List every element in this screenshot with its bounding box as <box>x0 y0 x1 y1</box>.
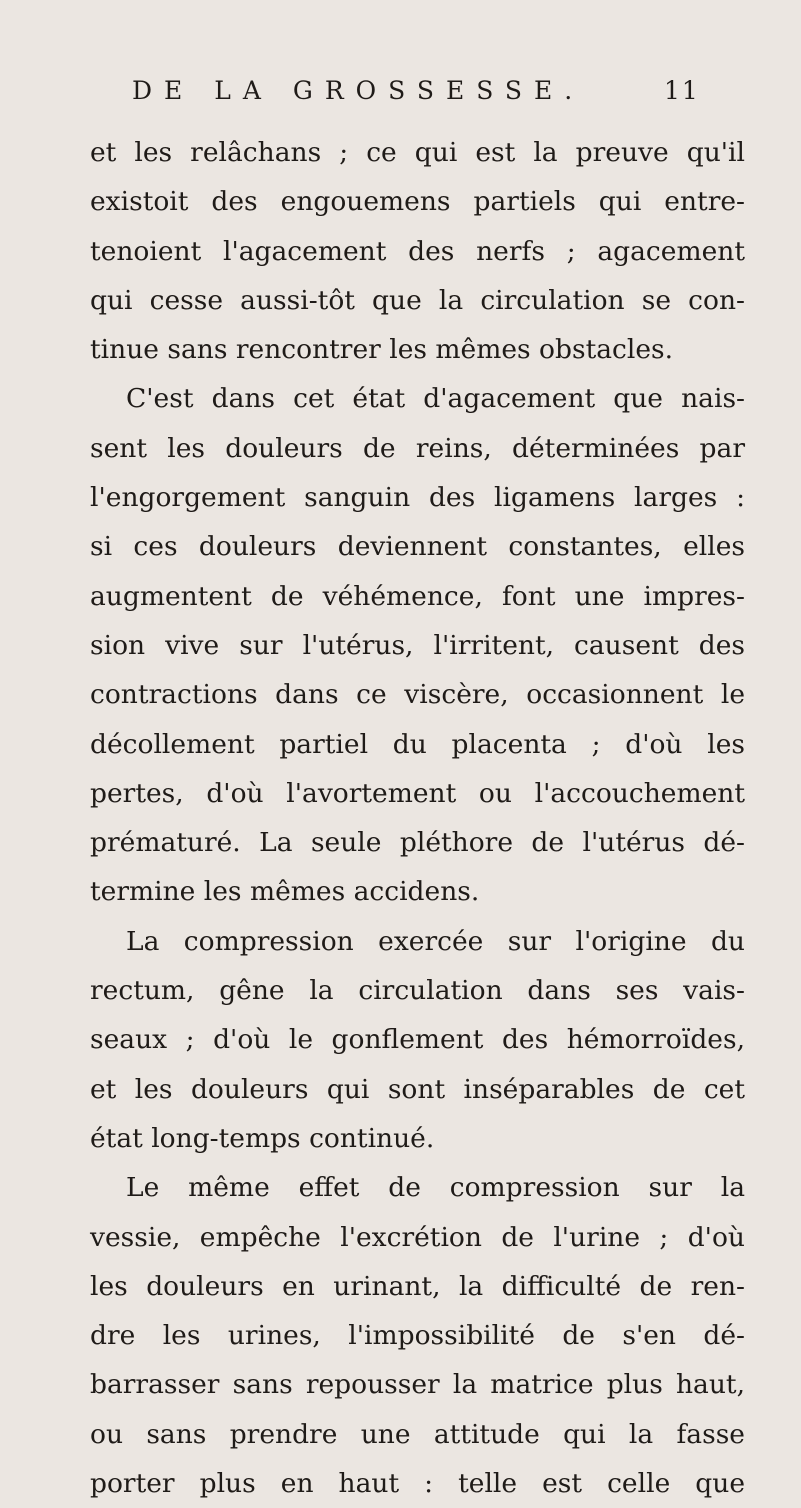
text-line: sion vive sur l'utérus, l'irritent, causent des <box>90 629 745 661</box>
text-line: tinue sans rencontrer les mêmes obstacles. <box>90 334 674 366</box>
running-title: DE LA GROSSESSE. <box>132 76 585 105</box>
text-line: qui cesse aussi-tôt que la circulation se con- <box>90 284 745 316</box>
text-line: les douleurs en urinant, la difficulté de ren- <box>90 1270 745 1302</box>
body-text <box>90 128 745 1508</box>
text-line: rectum, gêne la circulation dans ses vais- <box>90 975 745 1007</box>
text-line: termine les mêmes accidens. <box>90 876 480 908</box>
text-line: La compression exercée sur l'origine du <box>126 925 745 957</box>
text-line: prématuré. La seule pléthore de l'utérus dé- <box>90 827 745 859</box>
text-line: décollement partiel du placenta ; d'où les <box>90 728 745 760</box>
text-line: Le même effet de compression sur la <box>126 1172 745 1204</box>
text-line: et les douleurs qui sont inséparables de cet <box>90 1073 745 1105</box>
text-line: tenoient l'agacement des nerfs ; agacement <box>90 235 745 267</box>
text-line: si ces douleurs deviennent constantes, elles <box>90 531 745 563</box>
text-line: l'engorgement sanguin des ligamens larges : <box>90 482 745 514</box>
text-line: pertes, d'où l'avortement ou l'accouchement <box>90 777 745 809</box>
page-number: 11 <box>664 76 700 105</box>
text-line: ou sans prendre une attitude qui la fasse <box>90 1418 745 1450</box>
text-line: seaux ; d'où le gonflement des hémorroïdes, <box>90 1024 745 1056</box>
text-line: barrasser sans repousser la matrice plus haut, <box>90 1369 745 1401</box>
text-line: contractions dans ce viscère, occasionnent le <box>90 679 745 711</box>
text-line: porter plus en haut : telle est celle que <box>90 1468 745 1500</box>
text-line: C'est dans cet état d'agacement que nais- <box>126 383 745 415</box>
text-line: existoit des engouemens partiels qui entre- <box>90 186 745 218</box>
text-line: état long-temps continué. <box>90 1122 435 1154</box>
text-line: dre les urines, l'impossibilité de s'en dé- <box>90 1320 745 1352</box>
text-line: augmentent de véhémence, font une impres- <box>90 580 745 612</box>
text-line: vessie, empêche l'excrétion de l'urine ; d'où <box>90 1221 745 1253</box>
text-line: sent les douleurs de reins, déterminées par <box>90 432 745 464</box>
text-line: et les relâchans ; ce qui est la preuve qu'il <box>90 137 745 168</box>
running-header <box>0 76 801 116</box>
